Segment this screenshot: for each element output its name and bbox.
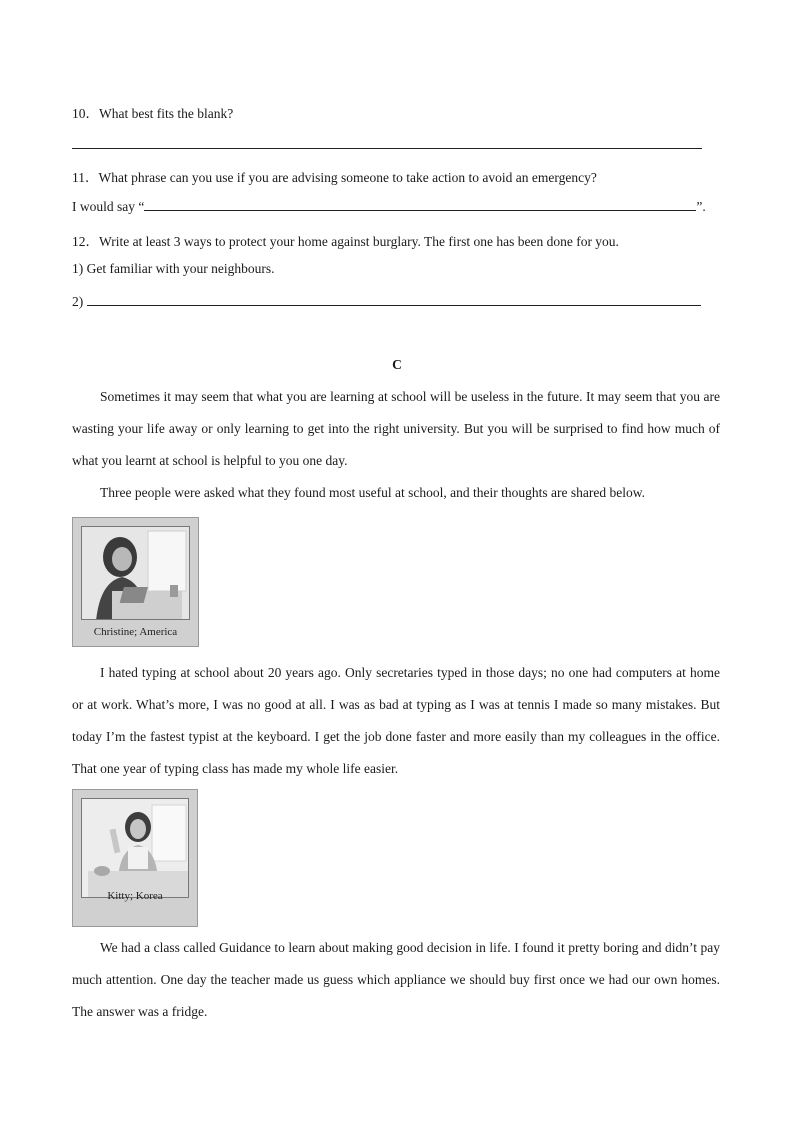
question-12-item-2-label: 2) <box>72 294 84 309</box>
answer-prefix-11: I would say “ <box>72 199 145 214</box>
photo-christine-image <box>81 526 190 620</box>
intro-text-1: Sometimes it may seem that what you are learning at school will be useless in the future. It may seem that you are wasting your life away or only learning to get into the right university. But you will be surprised to find how much of what you learnt at school is helpful to you one day. <box>72 389 720 468</box>
photo-christine <box>72 517 199 647</box>
answer-suffix-11: ”. <box>696 199 706 214</box>
person-waving-illustration <box>82 799 189 898</box>
christine-paragraph <box>72 657 720 785</box>
intro-text-2: Three people were asked what they found most useful at school, and their thoughts are shared below. <box>100 485 645 500</box>
intro-paragraph-2 <box>72 477 720 509</box>
photo-kitty-image <box>81 798 189 898</box>
section-title: C <box>392 357 402 372</box>
christine-text: I hated typing at school about 20 years ago. Only secretaries typed in those days; no one had computers at home or at work. What’s more, I was no good at all. I was as bad at typing as I was at tennis I made so many mistakes. But today I’m the fastest typist at the keyboard. I get the job done faster and more easily than my colleagues in the office. That one year of typing class has made my whole life easier. <box>72 665 720 776</box>
intro-paragraph-1 <box>72 381 720 477</box>
question-10: 10．What best fits the blank? <box>72 106 234 121</box>
question-12: 12．Write at least 3 ways to protect your home against burglary. The first one has been done for you. <box>72 234 619 249</box>
answer-blank-11[interactable] <box>144 198 696 211</box>
kitty-paragraph <box>72 932 720 1028</box>
answer-row-12 <box>72 293 701 310</box>
answer-line-10[interactable] <box>72 148 702 149</box>
question-12-item-1: 1) Get familiar with your neighbours. <box>72 261 275 276</box>
answer-blank-12[interactable] <box>87 293 701 306</box>
answer-row-11 <box>72 198 706 215</box>
photo-christine-caption: Christine; America <box>93 626 178 638</box>
photo-kitty <box>72 789 198 927</box>
kitty-text: We had a class called Guidance to learn about making good decision in life. I found it pretty boring and didn’t pay much attention. One day the teacher made us guess which appliance we should buy first once we had our own homes. The answer was a fridge. <box>72 940 720 1019</box>
person-typing-illustration <box>82 527 190 620</box>
question-11: 11．What phrase can you use if you are advising someone to take action to avoid an emergency? <box>72 170 597 185</box>
photo-kitty-caption: Kitty; Korea <box>107 890 163 902</box>
